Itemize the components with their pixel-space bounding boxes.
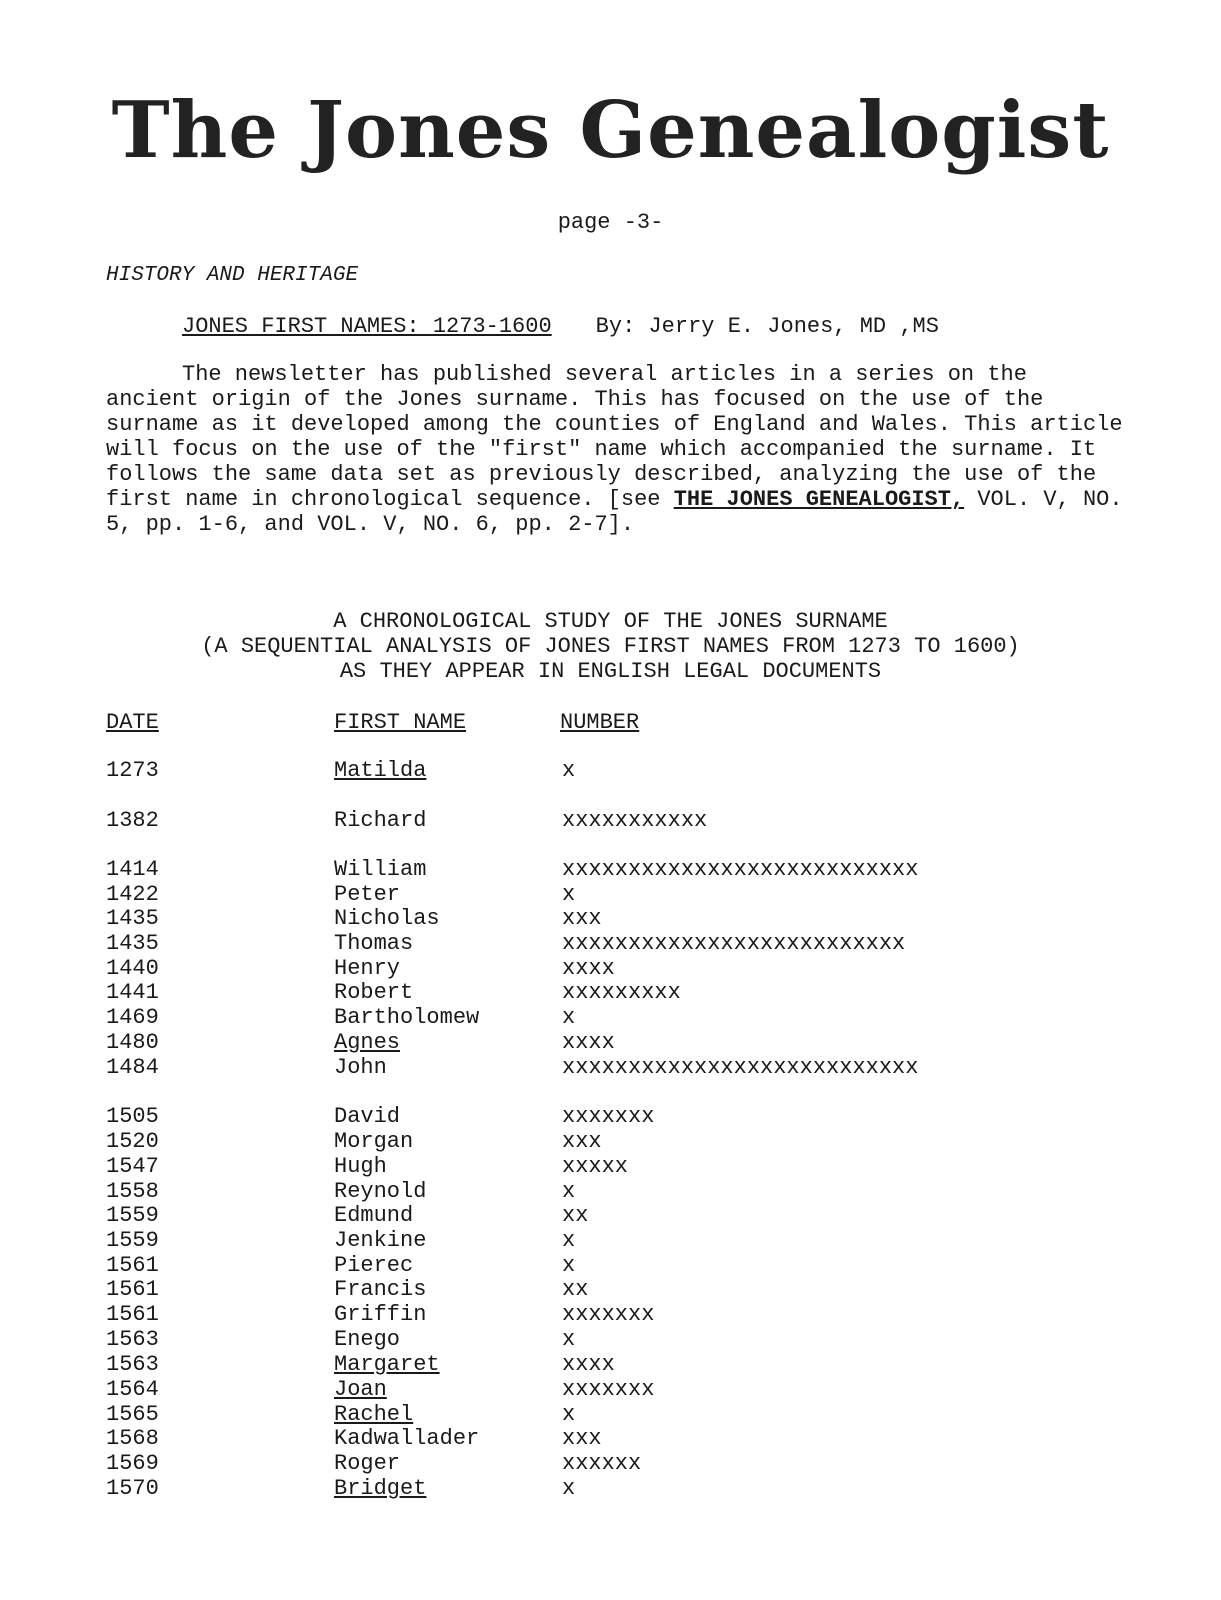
row-first-name: Nicholas <box>334 906 440 931</box>
row-number-tally: x <box>562 1005 576 1030</box>
row-first-name: Bartholomew <box>334 1005 480 1030</box>
row-number-tally: xx <box>562 1203 589 1228</box>
study-heading-line2: (A SEQUENTIAL ANALYSIS OF JONES FIRST NAMES FROM 1273 TO 1600) <box>201 634 1020 659</box>
row-first-name: Robert <box>334 980 414 1005</box>
paragraph-reference: THE JONES GENEALOGIST, <box>673 487 965 512</box>
row-first-name: John <box>334 1055 387 1080</box>
row-number-tally: xxxxxxxxxxxxxxxxxxxxxxxxxx <box>562 931 906 956</box>
row-number-tally: xxxxx <box>562 1154 629 1179</box>
row-first-name: Peter <box>334 882 401 907</box>
row-date: 1414 <box>106 857 159 882</box>
row-first-name: Morgan <box>334 1129 414 1154</box>
row-number-tally: xxxx <box>562 1352 615 1377</box>
row-number-tally: xxxx <box>562 1030 615 1055</box>
row-date: 1480 <box>106 1030 159 1055</box>
row-number-tally: xxxxxxxxxxx <box>562 808 708 833</box>
row-date: 1273 <box>106 758 159 783</box>
row-date: 1561 <box>106 1277 159 1302</box>
page-number: page -3- <box>557 210 664 235</box>
column-header-date: DATE <box>106 710 159 735</box>
row-date: 1570 <box>106 1476 159 1501</box>
row-number-tally: x <box>562 1228 576 1253</box>
row-first-name: Jenkine <box>334 1228 427 1253</box>
row-number-tally: x <box>562 1253 576 1278</box>
row-date: 1505 <box>106 1104 159 1129</box>
row-number-tally: x <box>562 1327 576 1352</box>
row-number-tally: x <box>562 1179 576 1204</box>
row-first-name: Richard <box>334 808 427 833</box>
row-date: 1547 <box>106 1154 159 1179</box>
row-date: 1559 <box>106 1203 159 1228</box>
row-date: 1435 <box>106 931 159 956</box>
study-heading-line3: AS THEY APPEAR IN ENGLISH LEGAL DOCUMENTS <box>339 659 882 684</box>
article-title-line <box>182 314 939 339</box>
row-first-name: Thomas <box>334 931 414 956</box>
masthead-title: The Jones Genealogist <box>111 85 1110 176</box>
row-date: 1469 <box>106 1005 159 1030</box>
row-date: 1422 <box>106 882 159 907</box>
row-number-tally: xxx <box>562 906 602 931</box>
row-first-name: Francis <box>334 1277 427 1302</box>
study-heading-line1: A CHRONOLOGICAL STUDY OF THE JONES SURNAME <box>333 609 888 634</box>
row-first-name: David <box>334 1104 401 1129</box>
row-number-tally: xxx <box>562 1129 602 1154</box>
row-first-name: Matilda <box>334 758 427 783</box>
row-number-tally: xxx <box>562 1426 602 1451</box>
row-first-name: William <box>334 857 427 882</box>
row-first-name: Enego <box>334 1327 401 1352</box>
row-date: 1435 <box>106 906 159 931</box>
row-number-tally: xxxxxxx <box>562 1302 655 1327</box>
row-number-tally: x <box>562 1402 576 1427</box>
column-header-number: NUMBER <box>560 710 640 735</box>
row-date: 1382 <box>106 808 159 833</box>
row-number-tally: xx <box>562 1277 589 1302</box>
row-date: 1558 <box>106 1179 159 1204</box>
study-heading <box>0 609 1221 684</box>
row-first-name: Agnes <box>334 1030 401 1055</box>
article-byline: By: Jerry E. Jones, MD ,MS <box>595 314 939 339</box>
row-number-tally: xxxxxxxxxxxxxxxxxxxxxxxxxxx <box>562 1055 919 1080</box>
article-title: JONES FIRST NAMES: 1273-1600 <box>182 314 552 339</box>
row-number-tally: xxxx <box>562 956 615 981</box>
paragraph-lead: The newsletter has published several articles in a series on the ancient origin of the Jones surname. This has focused on the use of the surname as it developed among the counties of England and Wales. This article will focus on the use of the "first" name which accompanied the surname. It follows the same data set as previously described, analyzing the use of the first name in chronological sequence. [see <box>106 362 1123 512</box>
row-first-name: Pierec <box>334 1253 414 1278</box>
row-number-tally: x <box>562 758 576 783</box>
intro-paragraph <box>106 362 1126 537</box>
row-first-name: Rachel <box>334 1402 414 1427</box>
row-number-tally: xxxxxxxxxxxxxxxxxxxxxxxxxxx <box>562 857 919 882</box>
row-date: 1564 <box>106 1377 159 1402</box>
row-first-name: Bridget <box>334 1476 427 1501</box>
row-number-tally: xxxxxxx <box>562 1377 655 1402</box>
paragraph-tail: VOL. V, NO. 5, pp. 1-6, and VOL. V, NO. 6, pp. 2-7]. <box>106 487 1123 537</box>
row-first-name: Edmund <box>334 1203 414 1228</box>
row-date: 1559 <box>106 1228 159 1253</box>
row-date: 1563 <box>106 1327 159 1352</box>
column-header-first-name: FIRST NAME <box>334 710 467 735</box>
row-number-tally: x <box>562 1476 576 1501</box>
row-date: 1441 <box>106 980 159 1005</box>
row-date: 1561 <box>106 1253 159 1278</box>
row-date: 1440 <box>106 956 159 981</box>
row-number-tally: x <box>562 882 576 907</box>
row-first-name: Joan <box>334 1377 387 1402</box>
row-first-name: Margaret <box>334 1352 440 1377</box>
row-date: 1484 <box>106 1055 159 1080</box>
row-first-name: Kadwallader <box>334 1426 480 1451</box>
row-date: 1568 <box>106 1426 159 1451</box>
row-date: 1563 <box>106 1352 159 1377</box>
row-date: 1565 <box>106 1402 159 1427</box>
row-first-name: Reynold <box>334 1179 427 1204</box>
row-number-tally: xxxxxx <box>562 1451 642 1476</box>
row-number-tally: xxxxxxx <box>562 1104 655 1129</box>
row-number-tally: xxxxxxxxx <box>562 980 681 1005</box>
row-date: 1520 <box>106 1129 159 1154</box>
row-date: 1569 <box>106 1451 159 1476</box>
row-first-name: Henry <box>334 956 401 981</box>
section-heading: HISTORY AND HERITAGE <box>106 264 359 287</box>
row-first-name: Hugh <box>334 1154 387 1179</box>
row-date: 1561 <box>106 1302 159 1327</box>
row-first-name: Griffin <box>334 1302 427 1327</box>
row-first-name: Roger <box>334 1451 401 1476</box>
